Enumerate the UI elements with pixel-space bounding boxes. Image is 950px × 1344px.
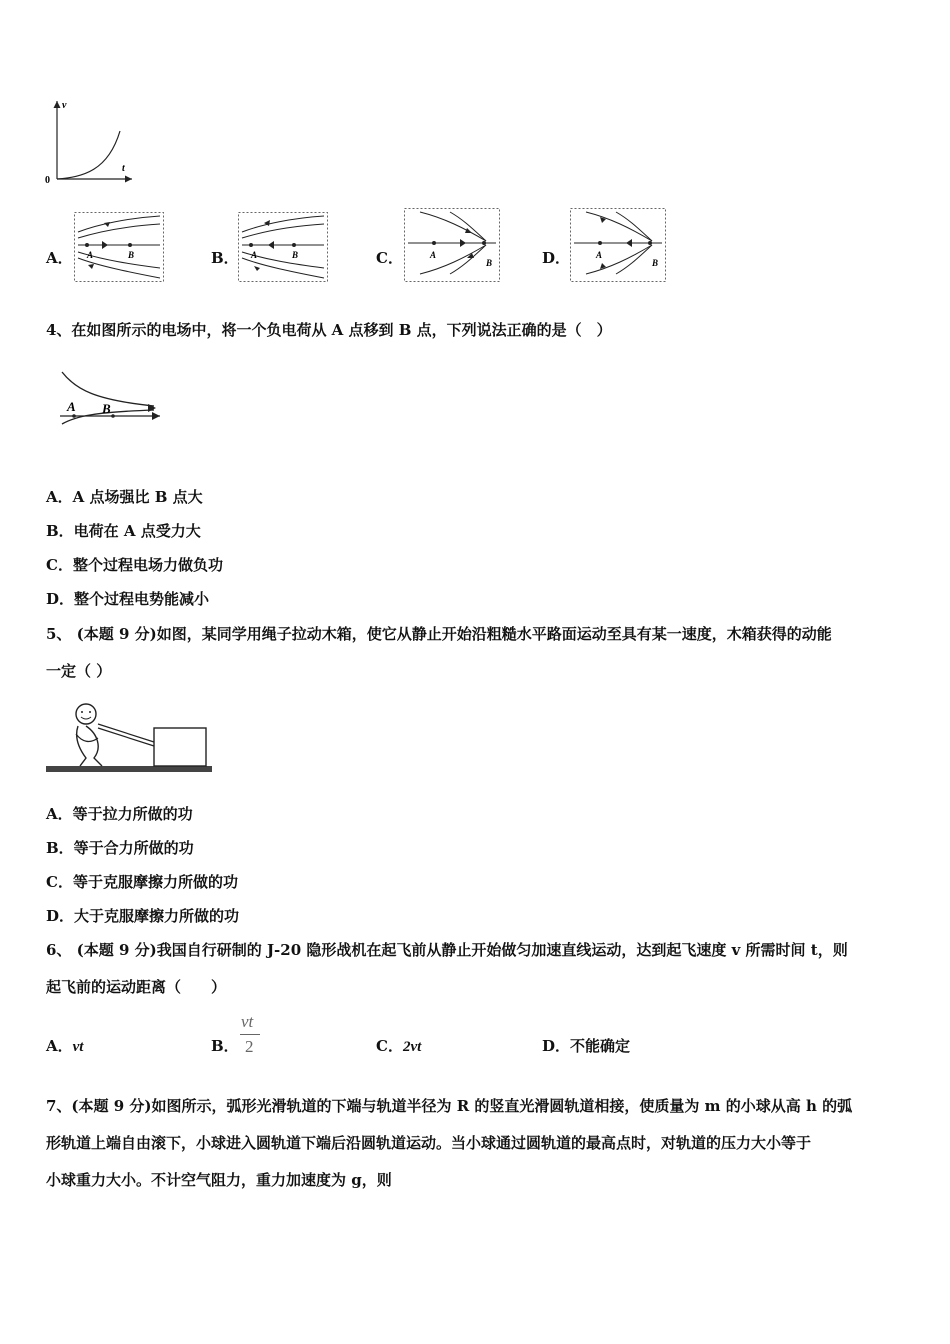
q6-option-a [46, 1036, 83, 1057]
q5-figure [46, 698, 216, 778]
q4-option-d: D．整个过程电势能减小 [46, 590, 210, 608]
q5-stem-line1: 5、 (本题 9 分)如图，某同学用绳子拉动木箱，使它从静止开始沿粗糙水平路面运动至具有某一速度，木箱获得的动能 [46, 625, 832, 643]
vt-graph [38, 95, 138, 187]
q6-option-c-label: C． [376, 1037, 403, 1055]
q3-option-b-label: B． [211, 249, 239, 267]
q3-option-a-label: A． [46, 249, 73, 267]
q5-option-a: A．等于拉力所做的功 [46, 805, 193, 823]
q7-line1: 7、(本题 9 分)如图所示，弧形光滑轨道的下端与轨道半径为 R 的竖直光滑圆轨道相接，使质量为 m 的小球从高 h 的弧 [46, 1097, 853, 1115]
q6-stem-line1: 6、 (本题 9 分)我国自行研制的 J-20 隐形战机在起飞前从静止开始做匀加速直线运动，达到起飞速度 v 所需时间 t，则 [46, 941, 848, 959]
q3-option-d-label: D． [542, 249, 571, 267]
q6-stem-line2: 起飞前的运动距离（ ） [46, 978, 227, 996]
vt-curve [57, 131, 120, 179]
q3-a-point-b: B [128, 250, 135, 260]
vt-x-label: t [122, 163, 125, 174]
q3-b-point-a: A [251, 250, 258, 260]
q4-option-a: A．A 点场强比 B 点大 [46, 488, 203, 506]
q6-option-a-value: vt [72, 1039, 84, 1055]
q6-option-b [211, 1036, 239, 1056]
q4-option-c: C．整个过程电场力做负功 [46, 556, 223, 574]
q3-d-point-a: A [596, 250, 603, 260]
q3-c-point-b: B [486, 258, 493, 268]
q6-option-b-numerator: vt [241, 1012, 254, 1031]
q3-c-point-a: A [430, 250, 437, 260]
q6-option-b-fraction-bar [240, 1034, 260, 1035]
q3-figure-d [570, 208, 666, 282]
vt-origin: 0 [45, 175, 50, 186]
q3-b-point-b: B [292, 250, 299, 260]
q5-option-b: B．等于合力所做的功 [46, 839, 194, 857]
q6-option-d: D．不能确定 [542, 1037, 631, 1055]
q3-option-c-label: C． [376, 249, 403, 267]
q4-fig-point-b: B [102, 401, 111, 416]
q6-option-b-denominator: 2 [245, 1037, 254, 1056]
q3-figure-a [74, 212, 164, 282]
vt-y-label: v [62, 100, 67, 111]
q6-option-b-label: B． [211, 1037, 239, 1055]
q3-a-point-a: A [87, 250, 94, 260]
q4-stem: 4、在如图所示的电场中，将一个负电荷从 A 点移到 B 点，下列说法正确的是（ ） [46, 321, 612, 339]
q3-figure-b [238, 212, 328, 282]
q3-d-point-b: B [652, 258, 659, 268]
q6-option-c-value: 2vt [402, 1039, 422, 1055]
q7-line2: 形轨道上端自由滚下，小球进入圆轨道下端后沿圆轨道运动。当小球通过圆轨道的最高点时，对轨道的压力大小等于 [46, 1134, 812, 1152]
q6-option-a-label: A． [46, 1037, 73, 1055]
q4-fig-point-a: A [67, 399, 76, 414]
q3-figure-c [404, 208, 500, 282]
q4-field-figure [56, 370, 166, 426]
q5-option-c: C．等于克服摩擦力所做的功 [46, 873, 238, 891]
q7-line3: 小球重力大小。不计空气阻力，重力加速度为 g，则 [46, 1171, 392, 1189]
q4-option-b: B．电荷在 A 点受力大 [46, 522, 201, 540]
q5-stem-line2: 一定（ ） [46, 662, 112, 680]
q6-option-c [376, 1036, 421, 1057]
q5-option-d: D．大于克服摩擦力所做的功 [46, 907, 240, 925]
